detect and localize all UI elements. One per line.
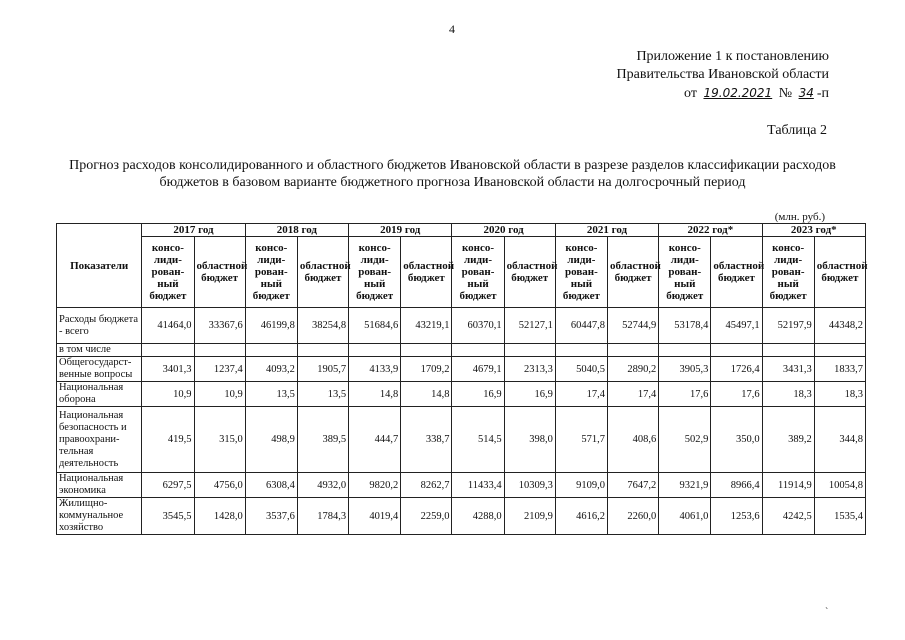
value-cell: 4242,5 bbox=[762, 498, 814, 535]
year-header: 2019 год bbox=[349, 224, 452, 237]
value-cell: 16,9 bbox=[452, 382, 504, 407]
row-label: Жилищно-коммунальное хозяйство bbox=[57, 498, 142, 535]
value-cell: 7647,2 bbox=[608, 473, 659, 498]
value-cell bbox=[194, 344, 245, 357]
value-cell: 43219,1 bbox=[401, 308, 452, 344]
value-cell: 571,7 bbox=[555, 407, 607, 473]
value-cell: 3401,3 bbox=[142, 357, 194, 382]
consolidated-budget-header: консо- лиди- рован- ный бюджет bbox=[142, 237, 194, 308]
number-suffix: -п bbox=[816, 86, 829, 101]
value-cell: 17,6 bbox=[659, 382, 711, 407]
value-cell: 4679,1 bbox=[452, 357, 504, 382]
value-cell: 1535,4 bbox=[814, 498, 865, 535]
value-cell: 502,9 bbox=[659, 407, 711, 473]
value-cell: 45497,1 bbox=[711, 308, 762, 344]
value-cell: 33367,6 bbox=[194, 308, 245, 344]
value-cell: 2313,3 bbox=[504, 357, 555, 382]
year-header: 2018 год bbox=[245, 224, 348, 237]
handwritten-date: 19.02.2021 bbox=[703, 86, 773, 100]
value-cell: 3545,5 bbox=[142, 498, 194, 535]
handwritten-number: 34 bbox=[798, 86, 814, 100]
value-cell bbox=[762, 344, 814, 357]
value-cell: 10,9 bbox=[194, 382, 245, 407]
number-sign: № bbox=[778, 86, 793, 101]
value-cell: 10054,8 bbox=[814, 473, 865, 498]
consolidated-budget-header: консо- лиди- рован- ный бюджет bbox=[659, 237, 711, 308]
regional-budget-header: областной бюджет bbox=[814, 237, 865, 308]
value-cell: 408,6 bbox=[608, 407, 659, 473]
value-cell: 1237,4 bbox=[194, 357, 245, 382]
value-cell: 444,7 bbox=[349, 407, 401, 473]
value-cell: 10309,3 bbox=[504, 473, 555, 498]
value-cell: 2109,9 bbox=[504, 498, 555, 535]
value-cell: 13,5 bbox=[297, 382, 348, 407]
value-cell: 3537,6 bbox=[245, 498, 297, 535]
consolidated-budget-header: консо- лиди- рован- ный бюджет bbox=[245, 237, 297, 308]
value-cell: 4093,2 bbox=[245, 357, 297, 382]
value-cell bbox=[608, 344, 659, 357]
value-cell: 60370,1 bbox=[452, 308, 504, 344]
value-cell: 8262,7 bbox=[401, 473, 452, 498]
value-cell: 2259,0 bbox=[401, 498, 452, 535]
table-body bbox=[57, 308, 866, 535]
appendix-line-2: Правительства Ивановской области bbox=[616, 67, 829, 82]
table-row bbox=[57, 498, 866, 535]
value-cell: 17,4 bbox=[608, 382, 659, 407]
row-label: Национальная экономика bbox=[57, 473, 142, 498]
value-cell bbox=[245, 344, 297, 357]
value-cell bbox=[711, 344, 762, 357]
value-cell bbox=[452, 344, 504, 357]
value-cell: 51684,6 bbox=[349, 308, 401, 344]
value-cell: 4133,9 bbox=[349, 357, 401, 382]
unit-label: (млн. руб.) bbox=[774, 211, 825, 223]
value-cell: 17,6 bbox=[711, 382, 762, 407]
budget-forecast-table bbox=[56, 223, 866, 535]
value-cell: 9321,9 bbox=[659, 473, 711, 498]
subheader-row bbox=[57, 237, 866, 308]
value-cell bbox=[504, 344, 555, 357]
value-cell: 389,5 bbox=[297, 407, 348, 473]
value-cell: 1709,2 bbox=[401, 357, 452, 382]
value-cell: 498,9 bbox=[245, 407, 297, 473]
row-label: Национальная оборона bbox=[57, 382, 142, 407]
value-cell: 9820,2 bbox=[349, 473, 401, 498]
value-cell: 514,5 bbox=[452, 407, 504, 473]
value-cell bbox=[349, 344, 401, 357]
table-row bbox=[57, 308, 866, 344]
value-cell: 53178,4 bbox=[659, 308, 711, 344]
value-cell bbox=[297, 344, 348, 357]
value-cell: 3431,3 bbox=[762, 357, 814, 382]
consolidated-budget-header: консо- лиди- рован- ный бюджет bbox=[555, 237, 607, 308]
value-cell: 4756,0 bbox=[194, 473, 245, 498]
value-cell: 44348,2 bbox=[814, 308, 865, 344]
value-cell: 17,4 bbox=[555, 382, 607, 407]
value-cell: 10,9 bbox=[142, 382, 194, 407]
indicator-header: Показатели bbox=[57, 224, 142, 308]
document-title: Прогноз расходов консолидированного и областного бюджетов Ивановской области в разрезе разделов классификации расходов бюджетов в базовом варианте бюджетного прогноза Ивановской области на долгосрочный период bbox=[69, 158, 836, 190]
value-cell: 2260,0 bbox=[608, 498, 659, 535]
year-header: 2023 год* bbox=[762, 224, 865, 237]
value-cell: 1784,3 bbox=[297, 498, 348, 535]
value-cell bbox=[401, 344, 452, 357]
value-cell: 18,3 bbox=[814, 382, 865, 407]
table-row bbox=[57, 473, 866, 498]
value-cell: 52744,9 bbox=[608, 308, 659, 344]
value-cell: 315,0 bbox=[194, 407, 245, 473]
value-cell: 8966,4 bbox=[711, 473, 762, 498]
value-cell: 41464,0 bbox=[142, 308, 194, 344]
value-cell: 1726,4 bbox=[711, 357, 762, 382]
value-cell: 4616,2 bbox=[555, 498, 607, 535]
year-header-row bbox=[57, 224, 866, 237]
regional-budget-header: областной бюджет bbox=[504, 237, 555, 308]
appendix-line-3 bbox=[617, 84, 829, 103]
value-cell: 11433,4 bbox=[452, 473, 504, 498]
year-header: 2022 год* bbox=[659, 224, 762, 237]
value-cell: 2890,2 bbox=[608, 357, 659, 382]
value-cell: 3905,3 bbox=[659, 357, 711, 382]
table-row bbox=[57, 382, 866, 407]
value-cell: 16,9 bbox=[504, 382, 555, 407]
page-number: 4 bbox=[449, 22, 455, 36]
value-cell: 14,8 bbox=[349, 382, 401, 407]
value-cell: 18,3 bbox=[762, 382, 814, 407]
value-cell: 11914,9 bbox=[762, 473, 814, 498]
value-cell: 6297,5 bbox=[142, 473, 194, 498]
consolidated-budget-header: консо- лиди- рован- ный бюджет bbox=[452, 237, 504, 308]
value-cell: 419,5 bbox=[142, 407, 194, 473]
regional-budget-header: областной бюджет bbox=[401, 237, 452, 308]
consolidated-budget-header: консо- лиди- рован- ный бюджет bbox=[762, 237, 814, 308]
table-row bbox=[57, 357, 866, 382]
value-cell: 60447,8 bbox=[555, 308, 607, 344]
value-cell: 398,0 bbox=[504, 407, 555, 473]
value-cell: 46199,8 bbox=[245, 308, 297, 344]
value-cell: 14,8 bbox=[401, 382, 452, 407]
value-cell bbox=[555, 344, 607, 357]
value-cell: 338,7 bbox=[401, 407, 452, 473]
value-cell: 1833,7 bbox=[814, 357, 865, 382]
value-cell: 52197,9 bbox=[762, 308, 814, 344]
value-cell: 4061,0 bbox=[659, 498, 711, 535]
regional-budget-header: областной бюджет bbox=[608, 237, 659, 308]
value-cell: 1253,6 bbox=[711, 498, 762, 535]
row-label: Национальная безопасность и правоохрани-тельная деятельность bbox=[57, 407, 142, 473]
date-prefix: от bbox=[684, 86, 697, 101]
value-cell: 344,8 bbox=[814, 407, 865, 473]
regional-budget-header: областной бюджет bbox=[711, 237, 762, 308]
value-cell: 5040,5 bbox=[555, 357, 607, 382]
table-row bbox=[57, 344, 866, 357]
value-cell bbox=[814, 344, 865, 357]
value-cell: 350,0 bbox=[711, 407, 762, 473]
value-cell: 4288,0 bbox=[452, 498, 504, 535]
value-cell: 13,5 bbox=[245, 382, 297, 407]
year-header: 2017 год bbox=[142, 224, 245, 237]
value-cell: 4932,0 bbox=[297, 473, 348, 498]
year-header: 2021 год bbox=[555, 224, 658, 237]
value-cell: 9109,0 bbox=[555, 473, 607, 498]
value-cell: 389,2 bbox=[762, 407, 814, 473]
regional-budget-header: областной бюджет bbox=[194, 237, 245, 308]
row-label: Расходы бюджета - всего bbox=[57, 308, 142, 344]
appendix-line-1: Приложение 1 к постановлению bbox=[636, 49, 829, 64]
table-label: Таблица 2 bbox=[767, 123, 827, 138]
year-header: 2020 год bbox=[452, 224, 555, 237]
value-cell: 6308,4 bbox=[245, 473, 297, 498]
value-cell bbox=[659, 344, 711, 357]
value-cell bbox=[142, 344, 194, 357]
consolidated-budget-header: консо- лиди- рован- ный бюджет bbox=[349, 237, 401, 308]
value-cell: 38254,8 bbox=[297, 308, 348, 344]
value-cell: 1428,0 bbox=[194, 498, 245, 535]
value-cell: 1905,7 bbox=[297, 357, 348, 382]
row-label: в том числе bbox=[57, 344, 142, 357]
value-cell: 52127,1 bbox=[504, 308, 555, 344]
regional-budget-header: областной бюджет bbox=[297, 237, 348, 308]
row-label: Общегосударст-венные вопросы bbox=[57, 357, 142, 382]
table-row bbox=[57, 407, 866, 473]
scan-mark: ˋ bbox=[825, 607, 829, 618]
value-cell: 4019,4 bbox=[349, 498, 401, 535]
appendix-header bbox=[617, 48, 829, 103]
